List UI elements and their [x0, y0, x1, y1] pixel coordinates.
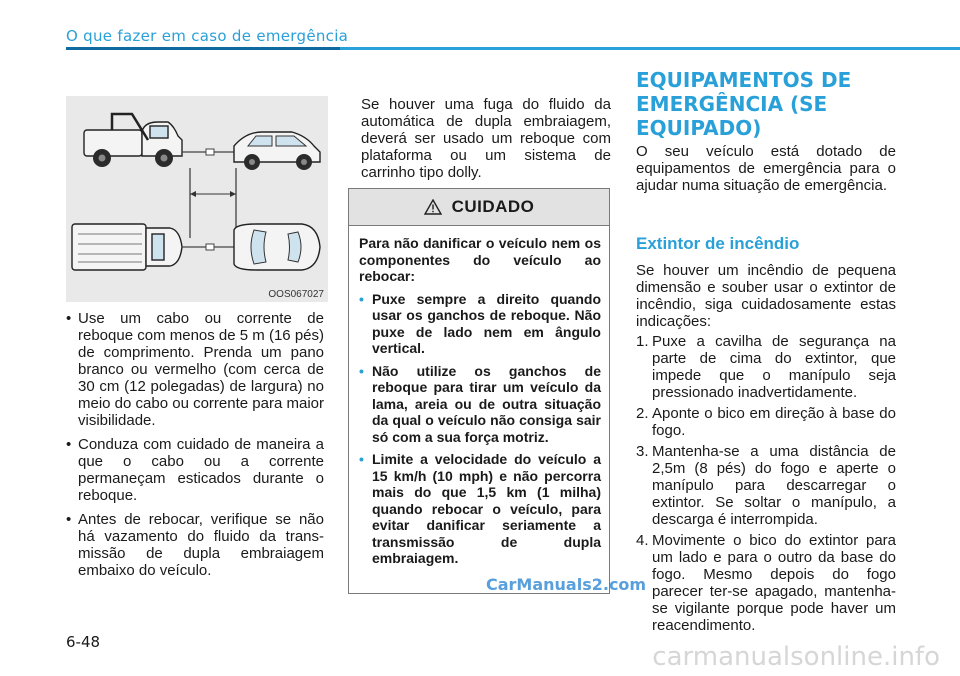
list-item: • Antes de rebocar, verifique se não há vazamento do fluido da trans-missão de dupla embraiagem embaixo do veículo.	[66, 511, 324, 579]
watermark-link[interactable]: CarManuals2.com	[486, 575, 647, 594]
caution-list	[359, 291, 601, 567]
step-text: Puxe a cavilha de segurança na parte de cima do extintor, que impede que o manípulo seja pressionado inadvertidamente.	[652, 333, 896, 401]
list-item	[636, 405, 896, 439]
header-rule-accent	[66, 47, 340, 50]
caution-body	[349, 226, 609, 567]
list-item	[636, 443, 896, 528]
step-text: Movimente o bico do extintor para um lado e para o outro da base do fogo. Mesmo depois do fogo parecer ter-se apagado, mantenha-se vigilante porque pode haver um reacendimento.	[652, 532, 896, 634]
step-number: 2.	[636, 405, 649, 422]
section-header: O que fazer em caso de emergência	[66, 27, 349, 45]
step-text: Mantenha-se a uma distância de 2,5m (8 pés) do fogo e aperte o manípulo para descarregar o extintor. Se soltar o manípulo, a descarga é interrompida.	[652, 443, 896, 528]
list-item: • Use um cabo ou corrente de reboque com menos de 5 m (16 pés) de comprimento. Prenda um pano branco ou vermelho (com cerca de 30 cm (12 polegadas) de largura) no meio do cabo ou corrente para maior visibilidade.	[66, 310, 324, 429]
caution-title: CUIDADO	[451, 197, 535, 216]
tow-diagram-drawing	[66, 96, 328, 302]
list-item	[636, 333, 896, 401]
list-item: • Conduza com cuidado de maneira a que o cabo ou a corrente permaneçam esticados durante o reboque.	[66, 436, 324, 504]
towing-instructions-list	[66, 310, 324, 586]
caution-box	[348, 188, 610, 594]
caution-header	[349, 189, 609, 226]
subsection-title: Extintor de incêndio	[636, 234, 800, 253]
list-item: • Não utilize os ganchos de reboque para tirar um veículo da lama, areia ou de outra situação da qual o veículo não consiga sair só com a sua força motriz.	[359, 363, 601, 446]
towing-illustration	[66, 96, 328, 302]
list-item: • Limite a velocidade do veículo a 15 km/h (10 mph) e não percorra mais do que 1,5 km (1 milha) quando rebocar o veículo, para evitar danificar seriamente a transmissão de dupla embraiagem.	[359, 451, 601, 567]
step-text: Aponte o bico em direção à base do fogo.	[652, 405, 896, 439]
dolly-paragraph: Se houver uma fuga do fluido da automática de dupla embraiagem, deverá ser usado um reboque com plataforma ou um sistema de carrinho tipo dolly.	[361, 96, 611, 181]
warning-triangle-icon	[424, 199, 442, 215]
step-number: 1.	[636, 333, 649, 350]
emergency-intro: O seu veículo está dotado de equipamentos de emergência para o ajudar numa situação de emergência.	[636, 143, 896, 194]
extinguisher-steps	[636, 333, 896, 638]
section-title: EQUIPAMENTOS DE EMERGÊNCIA (SE EQUIPADO)	[636, 68, 852, 140]
step-number: 4.	[636, 532, 649, 549]
caution-intro: Para não danificar o veículo nem os componentes do veículo ao rebocar:	[359, 235, 601, 284]
list-item: • Puxe sempre a direito quando usar os ganchos de reboque. Não puxe de lado nem em ângulo vertical.	[359, 291, 601, 357]
footer-watermark: carmanualsonline.info	[652, 642, 940, 672]
extinguisher-paragraph: Se houver um incêndio de pequena dimensão e souber usar o extintor de incêndio, siga cuidadosamente estas indicações:	[636, 262, 896, 330]
list-item	[636, 532, 896, 634]
step-number: 3.	[636, 443, 649, 460]
figure-code: OOS067027	[268, 289, 324, 300]
page-number: 6-48	[66, 633, 101, 651]
